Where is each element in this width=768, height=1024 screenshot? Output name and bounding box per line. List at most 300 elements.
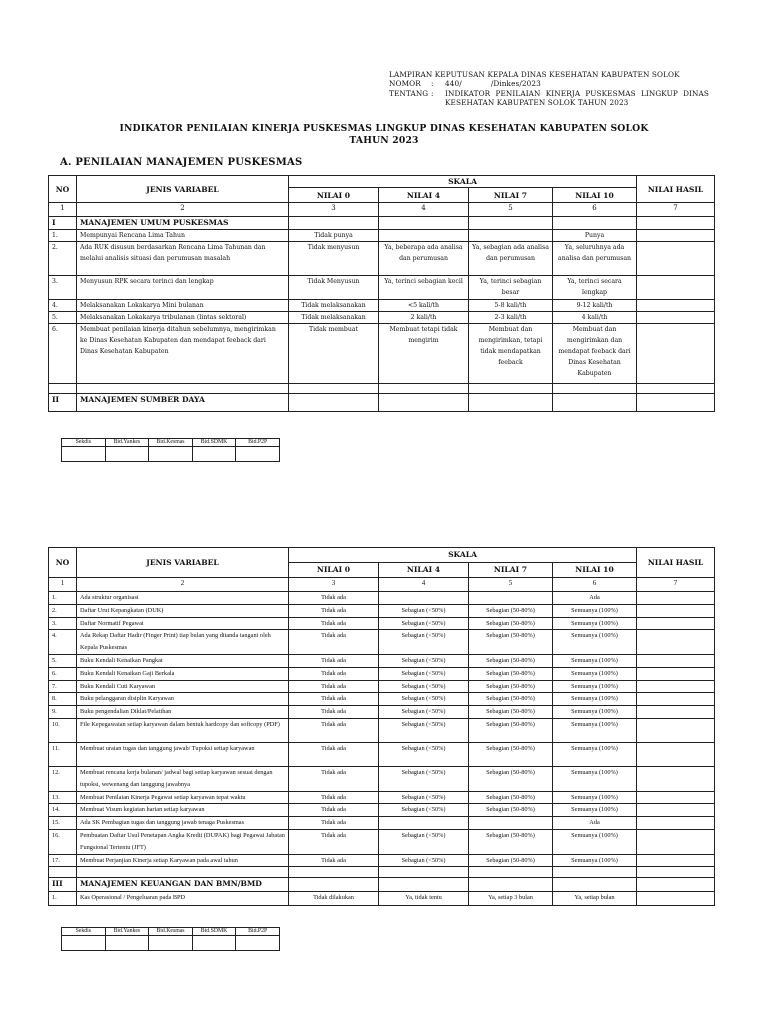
row-variable: Mempunyai Rencana Lima Tahun [77, 230, 289, 242]
row-nilai-10: Ya, setiap bulan [553, 892, 637, 906]
empty-cell [49, 384, 77, 394]
empty-cell [289, 384, 379, 394]
row-nilai-7: Sebagian (50-80%) [469, 791, 553, 804]
row-nilai-10: 4 kali/th [553, 312, 637, 324]
signoff-paraf-box [236, 447, 280, 462]
header-skala: SKALA [289, 548, 637, 563]
row-nilai-hasil [637, 630, 715, 655]
row-nilai-7: Sebagian (50-80%) [469, 604, 553, 617]
row-nilai-7: Sebagian (50-80%) [469, 693, 553, 706]
signoff-paraf-box [105, 936, 149, 951]
table-row [49, 312, 715, 324]
row-nilai-hasil [637, 742, 715, 766]
header-no: NO [49, 548, 77, 578]
row-nilai-hasil [637, 300, 715, 312]
row-nilai-0: Tidak punya [289, 230, 379, 242]
row-number: 6. [49, 324, 77, 384]
row-variable: Ada Rekap Daftar Hadir (Finger Print) tiap bulan yang ditanda tangani oleh Kepala Puskesmas [77, 630, 289, 655]
document-title: INDIKATOR PENILAIAN KINERJA PUSKESMAS LINGKUP DINAS KESEHATAN KABUPATEN SOLOK [119, 123, 649, 134]
empty-cell [637, 217, 715, 230]
row-nilai-hasil [637, 718, 715, 742]
row-nilai-7: Sebagian (50-80%) [469, 804, 553, 817]
tentang-value-2: KESEHATAN KABUPATEN SOLOK TAHUN 2023 [445, 97, 629, 107]
row-variable: File Kepegawaian setiap karyawan dalam bentuk hardcopy dan softcopy (PDF) [77, 718, 289, 742]
row-nilai-0: Tidak ada [289, 829, 379, 854]
group-number: I [49, 217, 77, 230]
row-nilai-7: Ya, terinci sebagian besar [469, 276, 553, 300]
empty-cell [637, 394, 715, 412]
row-nilai-7: Sebagian (50-80%) [469, 766, 553, 791]
empty-cell [77, 384, 289, 394]
row-variable: Buku Kendali Kenaikan Pangkat [77, 654, 289, 667]
row-variable: Buku pelanggaran disiplin Karyawan [77, 693, 289, 706]
row-nilai-4: 2 kali/th [379, 312, 469, 324]
row-nilai-10: Semuanya (100%) [553, 630, 637, 655]
row-variable: Membuat Penilaian Kinerja Pegawai setiap karyawan tepat waktu [77, 791, 289, 804]
row-nilai-4: Ya, beberapa ada analisa dan perumusan [379, 242, 469, 276]
table-row [49, 742, 715, 766]
empty-cell [553, 394, 637, 412]
row-variable: Daftar Normatif Pegawai [77, 617, 289, 630]
signoff-label: Bid.Yankes [105, 928, 149, 936]
signoff-paraf-box [62, 447, 106, 462]
row-nilai-4: Sebagian (<50%) [379, 667, 469, 680]
header-jenis-variabel: JENIS VARIABEL [77, 176, 289, 203]
header-nilai-hasil: NILAI HASIL [637, 548, 715, 578]
row-nilai-hasil [637, 592, 715, 605]
table-row [49, 817, 715, 830]
row-number: 4. [49, 300, 77, 312]
row-number: 16. [49, 829, 77, 854]
table-row [49, 654, 715, 667]
row-nilai-hasil [637, 604, 715, 617]
row-nilai-4: Sebagian (<50%) [379, 791, 469, 804]
row-nilai-4: Sebagian (<50%) [379, 654, 469, 667]
row-number: 1. [49, 592, 77, 605]
row-variable: Melaksanakan Lokakarya Mini bulanan [77, 300, 289, 312]
signoff-label: Bid.P2P [236, 439, 280, 447]
tentang-label: TENTANG [389, 88, 429, 98]
row-nilai-10: Semuanya (100%) [553, 654, 637, 667]
row-nilai-10: Semuanya (100%) [553, 667, 637, 680]
empty-cell [379, 867, 469, 878]
row-number: 17. [49, 854, 77, 867]
row-nilai-7: Sebagian (50-80%) [469, 654, 553, 667]
column-number: 7 [637, 578, 715, 592]
row-number: 15. [49, 817, 77, 830]
row-nilai-0: Tidak menyusun [289, 242, 379, 276]
row-nilai-4: Ya, terinci sebagian kecil [379, 276, 469, 300]
row-nilai-10: Semuanya (100%) [553, 604, 637, 617]
row-nilai-7: Ya, setiap 3 bulan [469, 892, 553, 906]
row-nilai-hasil [637, 854, 715, 867]
tentang-word: KINERJA [545, 88, 581, 98]
signoff-label: Sekdis [62, 928, 106, 936]
row-nilai-7: Sebagian (50-80%) [469, 680, 553, 693]
table-row [49, 276, 715, 300]
row-nilai-7: 5-8 kali/th [469, 300, 553, 312]
row-nilai-4: Sebagian (<50%) [379, 742, 469, 766]
tentang-word: INDIKATOR [445, 88, 491, 98]
table-row [49, 630, 715, 655]
signoff-paraf-box [62, 936, 106, 951]
row-variable: Menyusun RPK secara terinci dan lengkap [77, 276, 289, 300]
row-variable: Membuat rencana kerja bulanan/ jadwal bagi setiap karyawan sesuai dengan tupoksi, wewenang dan tanggung jawabnya [77, 766, 289, 791]
column-number: 6 [553, 203, 637, 217]
row-nilai-0: Tidak ada [289, 766, 379, 791]
signoff-paraf-box [236, 936, 280, 951]
row-number: 6. [49, 667, 77, 680]
header-nilai-4: NILAI 4 [379, 188, 469, 203]
row-nilai-4: Sebagian (<50%) [379, 604, 469, 617]
row-variable: Buku pengendalian Diklat/Pelatihan [77, 706, 289, 719]
row-nilai-hasil [637, 680, 715, 693]
row-nilai-10: Semuanya (100%) [553, 680, 637, 693]
header-nilai-0: NILAI 0 [289, 563, 379, 578]
row-nilai-4: Ya, tidak tentu [379, 892, 469, 906]
signoff-label: Bid.SDMK [192, 928, 236, 936]
nomor-value: 440/ /Dinkes/2023 [445, 79, 541, 89]
row-variable: Ada struktur organisasi [77, 592, 289, 605]
row-number: 2. [49, 242, 77, 276]
row-nilai-hasil [637, 791, 715, 804]
group-number: III [49, 878, 77, 892]
row-nilai-7: Membuat dan mengirimkan, tetapi tidak mendapatkan feeback [469, 324, 553, 384]
empty-cell [469, 217, 553, 230]
signoff-paraf-box [105, 447, 149, 462]
row-nilai-7: Sebagian (50-80%) [469, 706, 553, 719]
signoff-label: Bid.P2P [236, 928, 280, 936]
empty-cell [553, 867, 637, 878]
group-row [49, 878, 715, 892]
row-nilai-10: Ada [553, 592, 637, 605]
empty-cell [379, 394, 469, 412]
empty-cell [469, 867, 553, 878]
signoff-label: Sekdis [62, 439, 106, 447]
row-nilai-4: Sebagian (<50%) [379, 630, 469, 655]
row-number: 10. [49, 718, 77, 742]
empty-cell [469, 384, 553, 394]
row-nilai-hasil [637, 230, 715, 242]
row-nilai-hasil [637, 276, 715, 300]
row-nilai-4: Sebagian (<50%) [379, 693, 469, 706]
row-number: 1. [49, 892, 77, 906]
table-row [49, 592, 715, 605]
row-nilai-7: Ya, sebagian ada analisa dan perumusan [469, 242, 553, 276]
row-number: 9. [49, 706, 77, 719]
row-number: 4. [49, 630, 77, 655]
row-number: 14. [49, 804, 77, 817]
row-nilai-10: Semuanya (100%) [553, 617, 637, 630]
row-nilai-7: Sebagian (50-80%) [469, 742, 553, 766]
nomor-label: NOMOR [389, 79, 421, 89]
row-nilai-10: Semuanya (100%) [553, 804, 637, 817]
table-row [49, 242, 715, 276]
row-nilai-10: Semuanya (100%) [553, 742, 637, 766]
group-title: MANAJEMEN KEUANGAN DAN BMN/BMD [77, 878, 289, 892]
header-nilai-0: NILAI 0 [289, 188, 379, 203]
column-number: 2 [77, 203, 289, 217]
table-row [49, 791, 715, 804]
row-nilai-10: Punya [553, 230, 637, 242]
row-nilai-hasil [637, 892, 715, 906]
empty-cell [637, 867, 715, 878]
row-number: 12. [49, 766, 77, 791]
row-nilai-hasil [637, 617, 715, 630]
empty-cell [49, 867, 77, 878]
row-nilai-4: Sebagian (<50%) [379, 680, 469, 693]
signoff-paraf-box [192, 447, 236, 462]
column-number: 6 [553, 578, 637, 592]
signoff-labels [62, 439, 280, 447]
header-no: NO [49, 176, 77, 203]
nomor-colon: : [431, 79, 434, 89]
row-nilai-hasil [637, 667, 715, 680]
table-row [49, 892, 715, 906]
row-nilai-0: Tidak ada [289, 742, 379, 766]
row-nilai-0: Tidak ada [289, 680, 379, 693]
signoff-paraf-box [149, 447, 193, 462]
column-number: 5 [469, 203, 553, 217]
table-row [49, 829, 715, 854]
row-number: 5. [49, 654, 77, 667]
header-jenis-variabel: JENIS VARIABEL [77, 548, 289, 578]
row-number: 8. [49, 693, 77, 706]
row-number: 11. [49, 742, 77, 766]
row-variable: Melaksanakan Lokakarya tribulanan (lintas sektoral) [77, 312, 289, 324]
row-number: 7. [49, 680, 77, 693]
signoff-paraf-box [192, 936, 236, 951]
table-row [49, 766, 715, 791]
tentang-word: LINGKUP [640, 88, 678, 98]
tentang-colon: : [431, 88, 434, 98]
column-number-row [49, 203, 715, 217]
row-number: 13. [49, 791, 77, 804]
row-variable: Membuat Perjanjian Kinerja setiap Karyawan pada awal tahun [77, 854, 289, 867]
tentang-word: DINAS [683, 88, 709, 98]
column-number: 1 [49, 578, 77, 592]
indicator-table-1 [48, 175, 715, 412]
table-row [49, 230, 715, 242]
empty-cell [379, 878, 469, 892]
table-row [49, 300, 715, 312]
row-number: 5. [49, 312, 77, 324]
row-nilai-0: Tidak melaksanakan [289, 300, 379, 312]
lampiran-line [389, 70, 709, 79]
row-nilai-0: Tidak melaksanakan [289, 312, 379, 324]
row-nilai-7: 2-3 kali/th [469, 312, 553, 324]
row-nilai-4: Sebagian (<50%) [379, 766, 469, 791]
row-number: 2. [49, 604, 77, 617]
row-nilai-0: Tidak ada [289, 667, 379, 680]
row-nilai-hasil [637, 766, 715, 791]
row-nilai-0: Tidak ada [289, 630, 379, 655]
row-nilai-10: Ada [553, 817, 637, 830]
empty-cell [289, 217, 379, 230]
row-nilai-4: Sebagian (<50%) [379, 617, 469, 630]
column-number: 2 [77, 578, 289, 592]
row-nilai-hasil [637, 804, 715, 817]
signoff-labels [62, 928, 280, 936]
tentang-value [445, 89, 709, 98]
empty-cell [637, 878, 715, 892]
table-row [49, 667, 715, 680]
header-nilai-10: NILAI 10 [553, 563, 637, 578]
row-nilai-0: Tidak ada [289, 854, 379, 867]
empty-cell [553, 384, 637, 394]
row-nilai-0: Tidak ada [289, 706, 379, 719]
row-variable: Buku Kendali Kenaikan Gaji Berkala [77, 667, 289, 680]
signoff-label: Bid.Yankes [105, 439, 149, 447]
row-nilai-0: Tidak ada [289, 791, 379, 804]
group-row [49, 394, 715, 412]
empty-cell [469, 878, 553, 892]
table-row [49, 680, 715, 693]
row-nilai-10: Semuanya (100%) [553, 766, 637, 791]
tentang-word: PENILAIAN [495, 88, 541, 98]
empty-cell [637, 384, 715, 394]
row-nilai-7: Sebagian (50-80%) [469, 617, 553, 630]
row-nilai-7 [469, 817, 553, 830]
row-nilai-hasil [637, 829, 715, 854]
row-nilai-4: <5 kali/th [379, 300, 469, 312]
row-variable: Buku Kendali Cuti Karyawan [77, 680, 289, 693]
column-number: 4 [379, 203, 469, 217]
row-variable: Membuat uraian tugas dan tanggung jawab/ Tupoksi setiap karyawan [77, 742, 289, 766]
empty-cell [289, 878, 379, 892]
row-number: 3. [49, 276, 77, 300]
row-nilai-hasil [637, 312, 715, 324]
header-nilai-4: NILAI 4 [379, 563, 469, 578]
row-nilai-0: Tidak Menyusun [289, 276, 379, 300]
header-nilai-hasil: NILAI HASIL [637, 176, 715, 203]
column-number: 4 [379, 578, 469, 592]
row-number: 1. [49, 230, 77, 242]
row-variable: Daftar Urut Kepangkatan (DUK) [77, 604, 289, 617]
row-variable: Ada RUK disusun berdasarkan Rencana Lima Tahunan dan melalui analisis situasi dan perumusan masalah [77, 242, 289, 276]
row-nilai-hasil [637, 693, 715, 706]
column-number: 1 [49, 203, 77, 217]
lampiran-title: LAMPIRAN KEPUTUSAN KEPALA DINAS KESEHATAN KABUPATEN SOLOK [389, 70, 680, 79]
empty-cell [289, 867, 379, 878]
row-nilai-0: Tidak dilakukan [289, 892, 379, 906]
empty-cell [553, 217, 637, 230]
row-nilai-4: Sebagian (<50%) [379, 706, 469, 719]
empty-cell [379, 217, 469, 230]
group-title: MANAJEMEN SUMBER DAYA [77, 394, 289, 412]
table-row [49, 804, 715, 817]
nomor-line [389, 79, 709, 88]
row-nilai-hasil [637, 242, 715, 276]
row-nilai-4 [379, 817, 469, 830]
table-row [49, 324, 715, 384]
row-nilai-0: Tidak membuat [289, 324, 379, 384]
section-heading: A. PENILAIAN MANAJEMEN PUSKESMAS [60, 157, 303, 168]
row-variable: Kas Operasional / Pengeluaran pada BPD [77, 892, 289, 906]
row-nilai-10: Semuanya (100%) [553, 718, 637, 742]
row-nilai-7: Sebagian (50-80%) [469, 667, 553, 680]
row-nilai-7 [469, 230, 553, 242]
column-number: 3 [289, 203, 379, 217]
row-nilai-4: Sebagian (<50%) [379, 718, 469, 742]
document-year: TAHUN 2023 [349, 135, 419, 146]
row-nilai-10: Semuanya (100%) [553, 706, 637, 719]
header-nilai-10: NILAI 10 [553, 188, 637, 203]
tentang-word: PUSKESMAS [585, 88, 636, 98]
header-nilai-7: NILAI 7 [469, 188, 553, 203]
row-nilai-10: Ya, terinci secara lengkap [553, 276, 637, 300]
signoff-label: Bid.Kesmas [149, 928, 193, 936]
header-row [49, 176, 715, 188]
blank-row [49, 867, 715, 878]
row-nilai-10: Semuanya (100%) [553, 854, 637, 867]
header-skala: SKALA [289, 176, 637, 188]
row-nilai-0: Tidak ada [289, 592, 379, 605]
empty-cell [553, 878, 637, 892]
row-variable: Membuat penilaian kinerja ditahun sebelumnya, mengirimkan ke Dinas Kesehatan Kabupaten dan mendapat feeback dari Dinas Kesehatan Kabupaten [77, 324, 289, 384]
column-number: 3 [289, 578, 379, 592]
indicator-table-2 [48, 547, 715, 906]
blank-row [49, 384, 715, 394]
row-nilai-7: Sebagian (50-80%) [469, 829, 553, 854]
row-nilai-7 [469, 592, 553, 605]
column-number: 5 [469, 578, 553, 592]
row-nilai-hasil [637, 706, 715, 719]
row-nilai-hasil [637, 324, 715, 384]
row-nilai-10: Semuanya (100%) [553, 829, 637, 854]
row-nilai-0: Tidak ada [289, 817, 379, 830]
signoff-table [61, 927, 280, 951]
row-nilai-hasil [637, 817, 715, 830]
row-nilai-7: Sebagian (50-80%) [469, 718, 553, 742]
table-row [49, 617, 715, 630]
row-nilai-4: Sebagian (<50%) [379, 829, 469, 854]
table-row [49, 706, 715, 719]
empty-cell [77, 867, 289, 878]
empty-cell [469, 394, 553, 412]
signoff-label: Bid.Kesmas [149, 439, 193, 447]
tentang-line-2 [389, 98, 709, 107]
row-variable: Ada SK Pembagian tugas dan tanggung jawab tenaga Puskesmas [77, 817, 289, 830]
signoff-paraf-box [149, 936, 193, 951]
header-nilai-7: NILAI 7 [469, 563, 553, 578]
signoff-table [61, 438, 280, 462]
signoff-boxes [62, 936, 280, 951]
row-nilai-10: Semuanya (100%) [553, 791, 637, 804]
column-number-row [49, 578, 715, 592]
table-row [49, 718, 715, 742]
group-row [49, 217, 715, 230]
row-variable: Pembuatan Daftar Usul Penetapan Angka Kredit (DUPAK) bagi Pegawai Jabatan Fungsional Tertentu (JFT) [77, 829, 289, 854]
table-row [49, 693, 715, 706]
row-nilai-10: 9-12 kali/th [553, 300, 637, 312]
row-nilai-10: Semuanya (100%) [553, 693, 637, 706]
row-nilai-7: Sebagian (50-80%) [469, 854, 553, 867]
row-nilai-hasil [637, 654, 715, 667]
row-nilai-0: Tidak ada [289, 718, 379, 742]
row-nilai-7: Sebagian (50-80%) [469, 630, 553, 655]
empty-cell [289, 394, 379, 412]
row-variable: Membuat Visum kegiatan harian setiap karyawan [77, 804, 289, 817]
row-nilai-4 [379, 230, 469, 242]
row-nilai-4 [379, 592, 469, 605]
signoff-label: Bid.SDMK [192, 439, 236, 447]
row-nilai-0: Tidak ada [289, 617, 379, 630]
empty-cell [379, 384, 469, 394]
row-nilai-10: Ya, seluruhnya ada analisa dan perumusan [553, 242, 637, 276]
column-number: 7 [637, 203, 715, 217]
table-row [49, 604, 715, 617]
